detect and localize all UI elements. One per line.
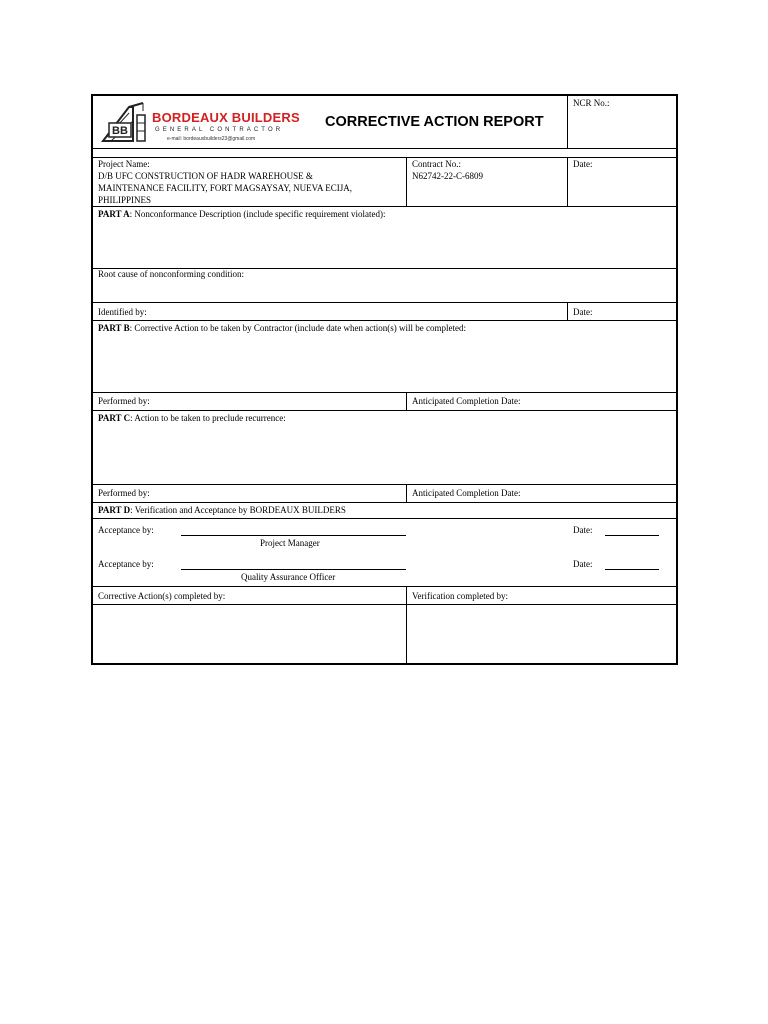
divider xyxy=(93,410,676,411)
acceptance-date-label-2: Date: xyxy=(573,559,593,569)
divider xyxy=(93,586,676,587)
brand-subtitle: GENERAL CONTRACTOR xyxy=(155,127,284,133)
contract-value: N62742-22-C-6809 xyxy=(412,171,483,181)
identified-by-label: Identified by: xyxy=(98,307,147,317)
signature-line-pm[interactable] xyxy=(181,535,406,536)
contract-label: Contract No.: xyxy=(412,159,461,169)
divider xyxy=(93,502,676,503)
divider xyxy=(93,148,676,149)
report-title: CORRECTIVE ACTION REPORT xyxy=(325,114,544,130)
signature-line-qa[interactable] xyxy=(181,569,406,570)
divider xyxy=(567,302,568,320)
divider xyxy=(93,206,676,207)
part-b-performed-by: Performed by: xyxy=(98,396,150,406)
divider xyxy=(567,96,568,148)
svg-text:BB: BB xyxy=(112,125,128,137)
divider xyxy=(93,484,676,485)
acceptance-date-label-1: Date: xyxy=(573,525,593,535)
project-name-label: Project Name: xyxy=(98,159,150,169)
divider xyxy=(93,518,676,519)
divider xyxy=(93,320,676,321)
acceptance-label-1: Acceptance by: xyxy=(98,525,154,535)
crane-logo-icon xyxy=(99,101,159,145)
date-line-1[interactable] xyxy=(605,535,659,536)
divider xyxy=(406,157,407,206)
divider xyxy=(406,586,407,665)
project-date-label: Date: xyxy=(573,159,593,169)
identified-date-label: Date: xyxy=(573,307,593,317)
divider xyxy=(93,604,676,605)
root-cause-label: Root cause of nonconforming condition: xyxy=(98,269,244,279)
part-d-heading: PART D: Verification and Acceptance by BORDEAUX BUILDERS xyxy=(98,505,346,515)
corrective-action-form xyxy=(91,94,678,665)
acceptance-label-2: Acceptance by: xyxy=(98,559,154,569)
corrective-completed-label: Corrective Action(s) completed by: xyxy=(98,591,226,601)
ncr-label: NCR No.: xyxy=(573,98,610,108)
divider xyxy=(93,302,676,303)
divider xyxy=(93,392,676,393)
part-c-performed-by: Performed by: xyxy=(98,488,150,498)
project-name-line3: PHILIPPINES xyxy=(98,195,152,205)
role-quality-assurance: Quality Assurance Officer xyxy=(241,572,336,582)
company-logo xyxy=(99,101,300,149)
divider xyxy=(406,392,407,410)
brand-name: BORDEAUX BUILDERS xyxy=(152,110,300,125)
part-c-heading: PART C: Action to be taken to preclude recurrence: xyxy=(98,413,286,423)
part-c-anticipated-date: Anticipated Completion Date: xyxy=(412,488,521,498)
project-name-line1: D/B UFC CONSTRUCTION OF HADR WAREHOUSE & xyxy=(98,171,313,181)
project-name-line2: MAINTENANCE FACILITY, FORT MAGSAYSAY, NUEVA ECIJA, xyxy=(98,183,352,193)
role-project-manager: Project Manager xyxy=(260,538,320,548)
divider xyxy=(406,484,407,502)
part-b-anticipated-date: Anticipated Completion Date: xyxy=(412,396,521,406)
part-b-heading: PART B: Corrective Action to be taken by Contractor (include date when action(s) will be completed: xyxy=(98,323,467,333)
verification-completed-label: Verification completed by: xyxy=(412,591,508,601)
brand-email: e-mail: bordeauxbuilders23@gmail.com xyxy=(167,136,256,142)
part-a-heading: PART A: Nonconformance Description (include specific requirement violated): xyxy=(98,209,386,219)
date-line-2[interactable] xyxy=(605,569,659,570)
divider xyxy=(567,157,568,206)
